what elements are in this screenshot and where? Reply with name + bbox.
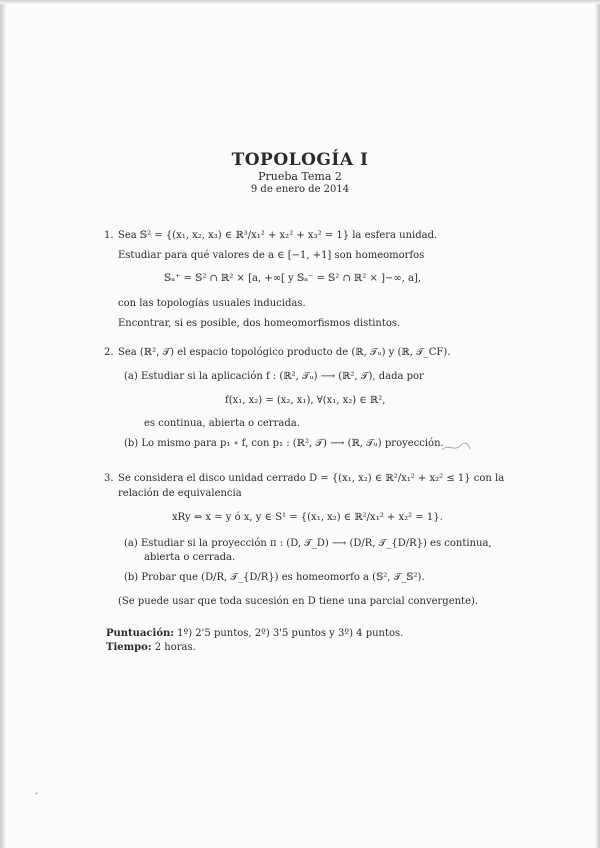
problem-1-line-2: Estudiar para qué valores de a ∈ [−1, +1] son homeomorfos bbox=[118, 250, 425, 261]
problem-3-note: (Se puede usar que toda sucesión en D tiene una parcial convergente). bbox=[118, 596, 479, 607]
problem-1-formula: 𝕊ₐ⁺ = 𝕊² ∩ ℝ² × [a, +∞[ y 𝕊ₐ⁻ = 𝕊² ∩ ℝ² × ]−∞, a], bbox=[164, 273, 422, 284]
time-text: 2 horas. bbox=[154, 642, 196, 653]
problem-3-number: 3. bbox=[104, 473, 114, 484]
scan-edge-right bbox=[595, 0, 600, 848]
scoring-text: 1º) 2'5 puntos, 2º) 3'5 puntos y 3º) 4 puntos. bbox=[177, 628, 404, 639]
scoring-label: Puntuación: bbox=[106, 628, 174, 639]
problem-1-line-5: Encontrar, si es posible, dos homeomorfismos distintos. bbox=[118, 318, 401, 329]
problem-1-line-1: Sea 𝕊² = {(x₁, x₂, x₃) ∈ ℝ³/x₁² + x₂² + x₃² = 1} la esfera unidad. bbox=[118, 230, 438, 241]
problem-1-number: 1. bbox=[104, 230, 114, 241]
problem-2-line-1: Sea (ℝ², 𝒯) el espacio topológico producto de (ℝ, 𝒯ᵤ) y (ℝ, 𝒯_CF). bbox=[118, 347, 451, 358]
time-label: Tiempo: bbox=[106, 642, 152, 653]
problem-2-formula: f(x₁, x₂) = (x₂, x₁), ∀(x₁, x₂) ∈ ℝ², bbox=[225, 395, 386, 406]
time-row bbox=[106, 642, 196, 654]
problem-3-formula: xRy ⇔ x = y ó x, y ∈ S¹ = {(x₁, x₂) ∈ ℝ²/x₁² + x₂² = 1}. bbox=[172, 512, 443, 523]
problem-2-part-a-cont: es continua, abierta o cerrada. bbox=[144, 418, 300, 429]
problem-2-number: 2. bbox=[104, 347, 114, 358]
exam-date: 9 de enero de 2014 bbox=[250, 184, 350, 195]
problem-1-line-4: con las topologías usuales inducidas. bbox=[118, 298, 306, 309]
problem-2-part-a: (a) Estudiar si la aplicación f : (ℝ², 𝒯ᵤ) ⟶ (ℝ², 𝒯), dada por bbox=[124, 371, 424, 382]
scan-mark: ′ bbox=[31, 789, 40, 805]
pen-scribble bbox=[440, 441, 472, 453]
exam-subtitle: Prueba Tema 2 bbox=[258, 170, 342, 183]
problem-3-line-1: Se considera el disco unidad cerrado D = {(x₁, x₂) ∈ ℝ²/x₁² + x₂² ≤ 1} con la bbox=[118, 473, 505, 484]
problem-2-part-b: (b) Lo mismo para p₁ ∘ f, con p₁ : (ℝ², 𝒯) ⟶ (ℝ, 𝒯ᵤ) proyección. bbox=[124, 438, 444, 449]
problem-3-part-a: (a) Estudiar si la proyección π : (D, 𝒯_D) ⟶ (D/R, 𝒯_{D/R}) es continua, bbox=[124, 538, 492, 549]
problem-3-part-b: (b) Probar que (D/R, 𝒯_{D/R}) es homeomorfo a (𝕊², 𝒯_𝕊²). bbox=[124, 572, 425, 583]
scan-edge-top bbox=[0, 0, 600, 4]
exam-title: TOPOLOGÍA I bbox=[231, 150, 369, 170]
scan-edge-left bbox=[0, 0, 6, 848]
problem-3-part-a-cont: abierta o cerrada. bbox=[144, 552, 236, 563]
problem-3-line-2: relación de equivalencia bbox=[118, 488, 242, 499]
scoring-row bbox=[106, 628, 403, 640]
